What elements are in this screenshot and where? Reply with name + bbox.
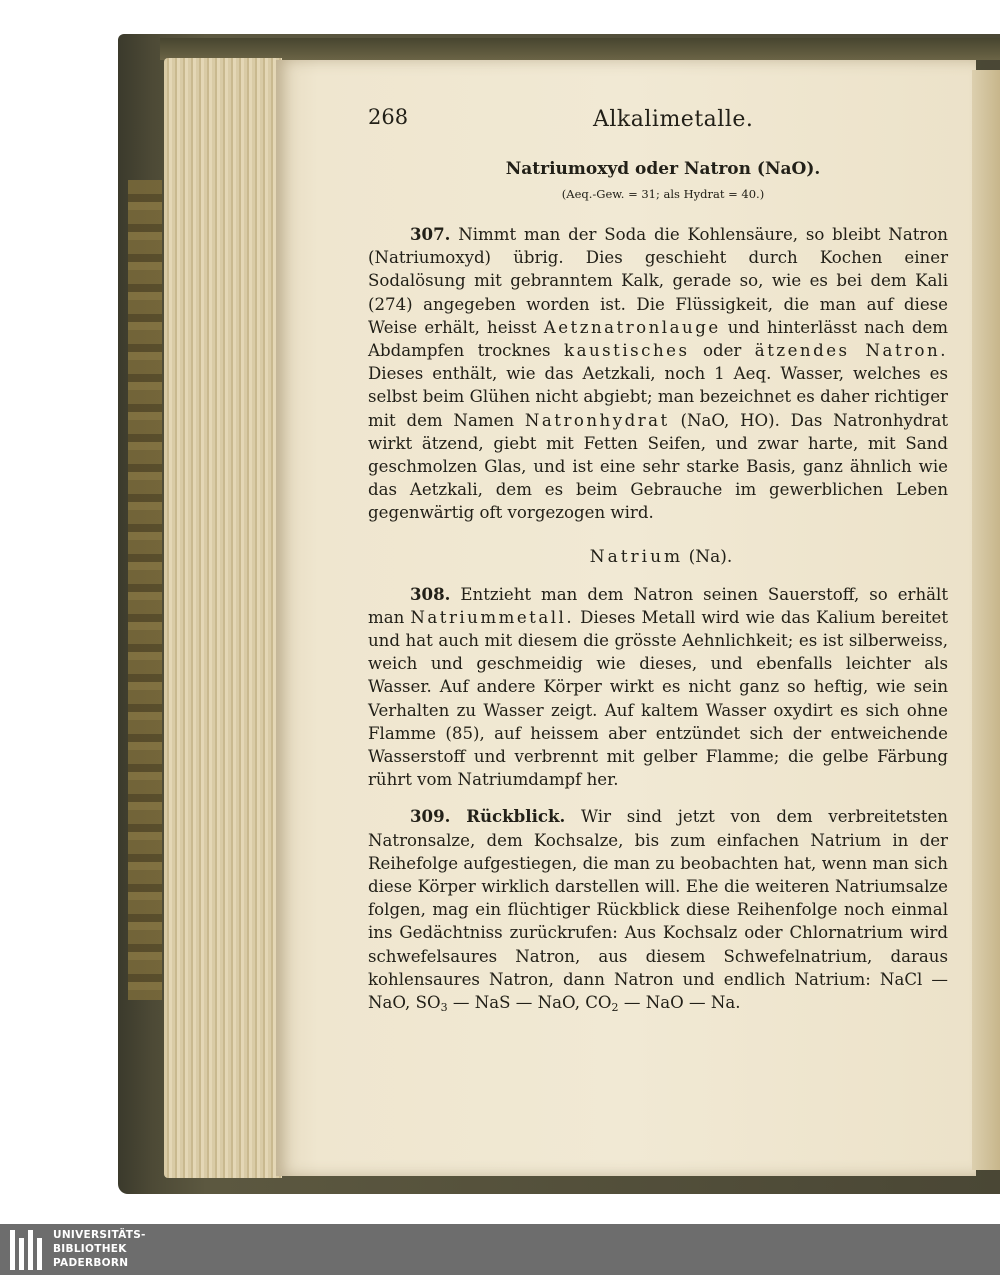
paragraph-number: 307. [410,224,451,244]
logo-line-2: BIBLIOTHEK [53,1243,127,1255]
paragraph-308 [368,583,948,792]
paragraph-307 [368,223,948,525]
formula-part: — NaO — Na. [618,993,741,1013]
library-logo-icon [8,1230,48,1270]
formula-part: NaCl — NaO, SO [368,969,948,1013]
emphasized-term: ätzendes Natron. [754,341,948,361]
page-header [368,105,948,145]
section-title-rest: (Na). [683,546,733,567]
paragraph-text: Dieses enthält, wie das Aetzkali, noch 1 Aeq. Wasser, welches es selbst beim Glühen nicht abgiebt; man bezeichnet es daher richtiger mit dem Namen [368,364,948,430]
emphasized-term: Natronhydrat [524,410,670,430]
paragraph-text: Dieses Metall wird wie das Kalium bereitet und hat auch mit diesem die grösste Aehnlichkeit; es ist silberweiss, weich und geschmeidig wie dieses, und ebenfalls leichter als Wasser. Auf andere Körper wirkt es nicht ganz so heftig, wie sein Verhalten zu Wasser zeigt. Auf kaltem Wasser oxydirt es sich ohne Flamme (85), auf heissem aber entzündet sich der entweichende Wasserstoff und verbrennt mit gelber Flamme; die gelbe Färbung rührt vom Natriumdampf her. [368,607,949,790]
running-head: Alkalimetalle. [593,107,754,132]
library-logo-text [53,1228,146,1270]
section-title-natrium [368,547,948,567]
paragraph-number: 308. [410,583,451,604]
paragraph-text: Entzieht man dem Natron seinen Sauerstoff, so erhält man [368,584,948,627]
emphasized-term: kaustisches [564,341,690,361]
cover-spine-decoration [128,180,162,1000]
page-right-edge [972,70,1000,1170]
paragraph-text: oder [689,341,755,361]
paragraph-heading: Rückblick. [466,806,566,827]
formula-subscript: 2 [611,1001,619,1015]
page-text [368,105,948,1014]
section-title-spaced: Natrium [589,546,684,567]
formula-part: — NaS — NaO, CO [447,993,612,1013]
section-title-natron: Natriumoxyd oder Natron (NaO). [505,159,821,179]
page-edges [164,58,282,1178]
paragraph-text: und hinterlässt nach dem Abdampfen trocknes [368,317,948,361]
page-number: 268 [368,105,409,129]
paragraph-text: Nimmt man der Soda die Kohlensäure, so bleibt Natron (Natriumoxyd) übrig. Dies geschieht durch Kochen einer Sodalösung mit gebranntem Kalk, gerade so, wie es bei dem Kali (274) angegeben worden ist. Die Flüssigkeit, die man auf diese Weise erhält, heisst [368,225,948,337]
formula-subscript: 3 [440,1001,448,1015]
emphasized-term: Natriummetall. [410,607,575,627]
paragraph-text: (NaO, HO). Das Natronhydrat wirkt ätzend, giebt mit Fetten Seifen, und zwar harte, mit Sand geschmolzen Glas, und ist eine sehr starke Basis, ganz ähnlich wie das Aetzkali, dem es beim Gebrauche im gewerblichen Leben gegenwärtig oft vorgezogen wird. [368,410,949,523]
section-subtitle-natron: (Aeq.-Gew. = 31; als Hydrat = 40.) [561,187,765,201]
cover-top-edge [160,38,1000,60]
logo-line-1: UNIVERSITÄTS- [53,1229,146,1241]
paragraph-text: Wir sind jetzt von dem verbreitetsten Natronsalze, dem Kochsalze, bis zum einfachen Natrium in der Reihefolge aufgestiegen, die man zu beobachten hat, wenn man sich diese Körper wirklich darstellen will. Ehe die weiteren Natriumsalze folgen, mag ein flüchtiger Rückblick diese Reihenfolge noch einmal ins Gedächtniss zurückrufen: Aus Kochsalz oder Chlornatrium wird schwefelsaures Natron, aus diesem Schwefelnatrium, daraus kohlensaures Natron, dann Natron und endlich Natrium: [368,807,948,989]
logo-line-3: PADERBORN [53,1257,129,1269]
paragraph-number: 309. [410,806,451,827]
library-footer-bar [0,1224,1000,1275]
emphasized-term: Aetznatronlauge [543,317,721,337]
paragraph-309 [368,805,948,1014]
